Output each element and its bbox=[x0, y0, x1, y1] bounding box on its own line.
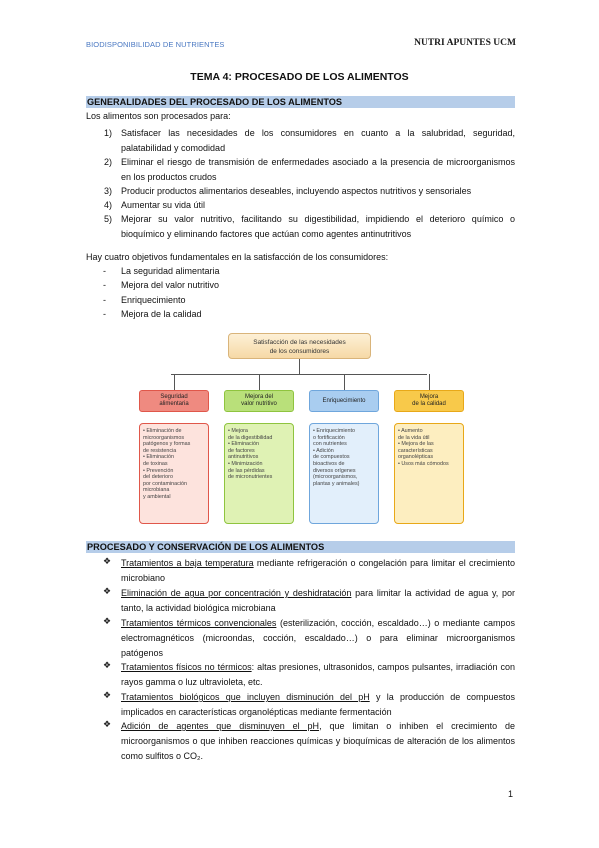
objective-item: Enriquecimiento bbox=[121, 294, 186, 305]
processing-item-desc: , que limitan o inhiben el crecimiento de microorganismos o que inhiben reacciones químicas y bioquímicas de alteración de los alimentos como sulfitos o CO₂. bbox=[121, 721, 516, 761]
diagram-detail-text: • Aumento de la vida útil • Mejora de las características organolépticas • Usos más cómodos bbox=[398, 428, 449, 467]
diagram-connector bbox=[171, 374, 427, 375]
diagram-detail-box bbox=[139, 423, 209, 524]
diagram-connector bbox=[344, 374, 345, 390]
dash-bullet: - bbox=[103, 308, 106, 319]
list-number: 3) bbox=[104, 186, 113, 196]
diagram-category: Mejora de la calidad bbox=[394, 390, 464, 412]
processing-item bbox=[121, 556, 515, 586]
processing-item-desc: para limitar la actividad de agua y, por tanto, la actividad biológica microbiana bbox=[121, 588, 515, 613]
processing-item-term: Tratamientos a baja temperatura bbox=[121, 558, 254, 568]
processing-item bbox=[121, 690, 515, 720]
processing-item-term: Tratamientos térmicos convencionales bbox=[121, 618, 277, 628]
diagram-category: Enriquecimiento bbox=[309, 390, 379, 412]
list-number: 4) bbox=[104, 200, 113, 210]
processing-item-term: Tratamientos físicos no térmicos bbox=[121, 662, 252, 672]
diamond-bullet-icon: ❖ bbox=[103, 556, 112, 566]
processing-item-desc: : altas presiones, ultrasonidos, campos pulsantes, irradiación con rayos gamma o luz ultravioleta, etc. bbox=[121, 662, 515, 687]
diamond-bullet-icon: ❖ bbox=[103, 616, 112, 626]
processing-item bbox=[121, 586, 515, 616]
dash-bullet: - bbox=[103, 266, 106, 276]
intro-text: Los alimentos son procesados para: bbox=[86, 111, 231, 121]
header-brand: NUTRI APUNTES UCM bbox=[414, 38, 516, 48]
list-number: 5) bbox=[104, 214, 113, 224]
diagram-category: Mejora del valor nutritivo bbox=[224, 390, 294, 412]
page-title: TEMA 4: PROCESADO DE LOS ALIMENTOS bbox=[190, 71, 409, 83]
list-number: 1) bbox=[104, 128, 113, 138]
processing-item bbox=[121, 616, 515, 660]
section-heading-procesado: PROCESADO Y CONSERVACIÓN DE LOS ALIMENTOS bbox=[86, 541, 515, 553]
diagram-category: Seguridad alimentaria bbox=[139, 390, 209, 412]
processing-item-desc: y la producción de compuestos implicados en características organolépticas mediante fermentación bbox=[121, 692, 515, 717]
objective-item: Mejora del valor nutritivo bbox=[121, 280, 220, 291]
list-item-text: Mejorar su valor nutritivo, facilitando su digestibilidad, impidiendo el deterioro químico o bioquímico y eliminando factores que actúan como agentes antinutritivos bbox=[121, 214, 515, 239]
dash-bullet: - bbox=[103, 294, 106, 305]
diagram-connector bbox=[429, 374, 430, 390]
diamond-bullet-icon: ❖ bbox=[103, 690, 112, 700]
diagram-connector bbox=[259, 374, 260, 390]
list-item-text: Eliminar el riesgo de transmisión de enfermedades asociado a la presencia de microorganismos en los productos crudos bbox=[121, 157, 515, 182]
processing-item-desc: (esterilización, cocción, escaldado…) o mediante campos electromagnéticos (microondas, cocción, escaldado…) o para eliminar microorganismos patógenos bbox=[121, 618, 515, 658]
list-item-text: Aumentar su vida útil bbox=[121, 200, 206, 210]
diagram-root-box: Satisfacción de las necesidades de los consumidores bbox=[228, 333, 371, 359]
section-heading-generalidades: GENERALIDADES DEL PROCESADO DE LOS ALIMENTOS bbox=[86, 96, 515, 108]
objectives-diagram bbox=[131, 328, 471, 528]
diagram-connector bbox=[174, 374, 175, 390]
diagram-detail-box bbox=[309, 423, 379, 524]
processing-item-desc: mediante refrigeración o congelación para limitar el crecimiento microbiano bbox=[121, 558, 516, 583]
processing-item bbox=[121, 660, 515, 690]
objectives-intro: Hay cuatro objetivos fundamentales en la satisfacción de los consumidores: bbox=[86, 252, 389, 262]
diagram-detail-text: • Mejora de la digestibilidad • Eliminación de factores antinutritivos • Minimización de las pérdidas de micronutrientes bbox=[228, 428, 273, 481]
diagram-detail-text: • Eliminación de microorganismos patógenos y formas de resistencia • Eliminación de toxinas • Prevención del deterioro por contaminación microbiana y ambiental bbox=[143, 428, 191, 500]
diamond-bullet-icon: ❖ bbox=[103, 660, 112, 670]
diagram-connector bbox=[299, 359, 300, 374]
processing-item-term: Tratamientos biológicos que incluyen disminución del pH bbox=[121, 692, 370, 702]
list-item-text: Satisfacer las necesidades de los consumidores en cuanto a la salubridad, seguridad, palatabilidad y comodidad bbox=[121, 128, 515, 153]
diagram-detail-box bbox=[394, 423, 464, 524]
list-item-text: Producir productos alimentarios deseables, incluyendo aspectos nutritivos y sensoriales bbox=[121, 186, 472, 196]
diagram-detail-box bbox=[224, 423, 294, 524]
diagram-detail-text: • Enriquecimiento o fortificación con nutrientes • Adición de compuestos bioactivos de diversos orígenes (microorganismos, plantas y animales) bbox=[313, 428, 360, 487]
list-number: 2) bbox=[104, 157, 113, 167]
processing-item-term: Adición de agentes que disminuyen el pH bbox=[121, 721, 320, 731]
diamond-bullet-icon: ❖ bbox=[103, 586, 112, 596]
diamond-bullet-icon: ❖ bbox=[103, 719, 112, 729]
processing-item bbox=[121, 719, 515, 763]
header-subject: BIODISPONIBILIDAD DE NUTRIENTES bbox=[86, 40, 225, 49]
objective-item: Mejora de la calidad bbox=[121, 308, 202, 319]
dash-bullet: - bbox=[103, 280, 106, 291]
page-number: 1 bbox=[507, 789, 513, 799]
objective-item: La seguridad alimentaria bbox=[121, 266, 220, 276]
processing-item-term: Eliminación de agua por concentración y deshidratación bbox=[121, 588, 352, 598]
